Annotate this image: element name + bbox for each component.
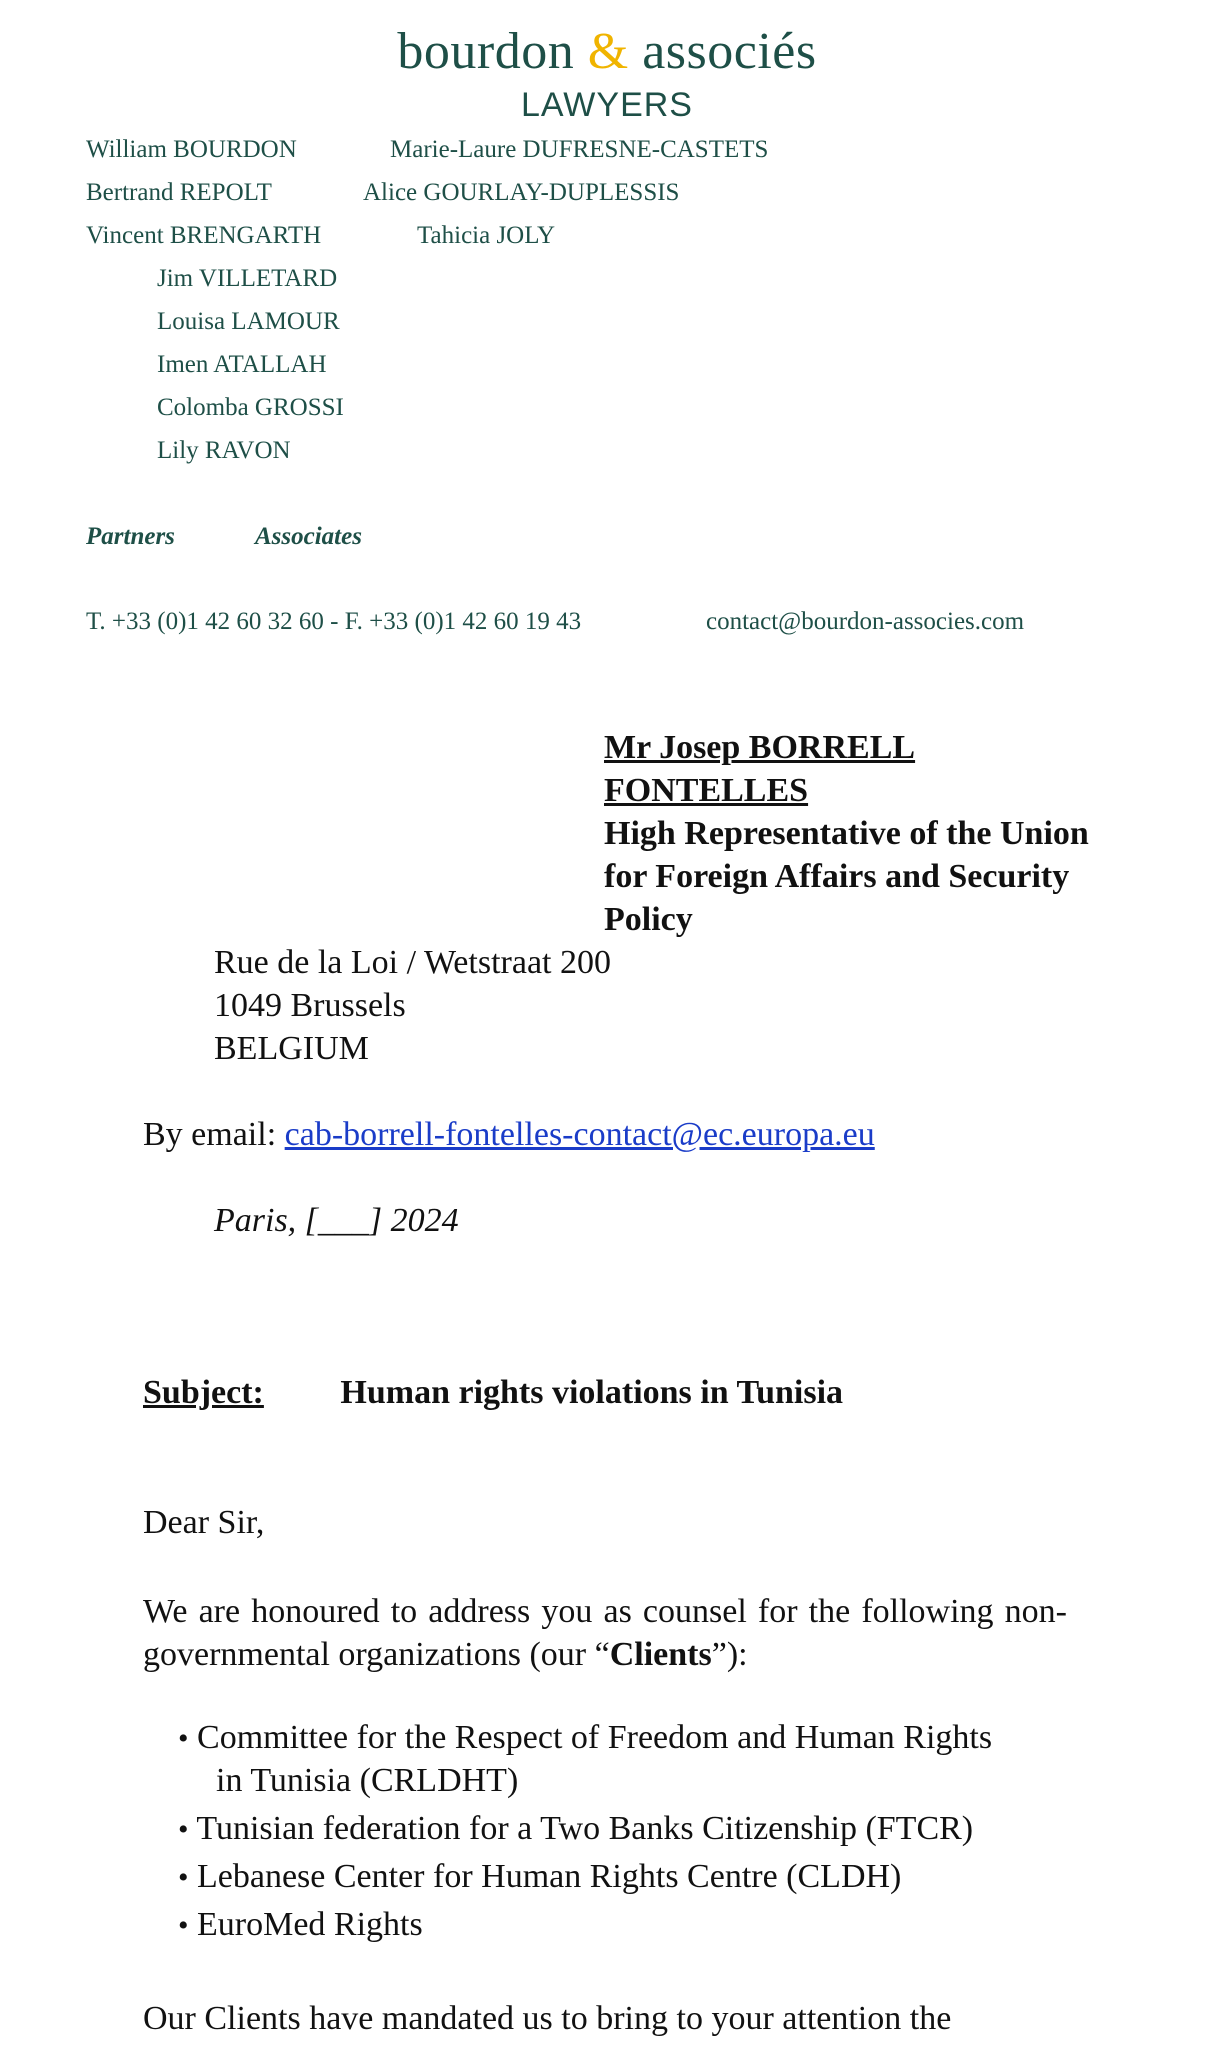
- recipient-title: High Representative of the Union: [604, 815, 1089, 852]
- list-item: [178, 1719, 992, 1757]
- bullet-icon: •: [178, 1722, 189, 1755]
- bullet-icon: •: [178, 1813, 189, 1846]
- recipient-title: for Foreign Affairs and Security: [604, 858, 1070, 895]
- firm-name-ampersand: &: [587, 23, 629, 80]
- phone-fax: T. +33 (0)1 42 60 32 60 - F. +33 (0)1 42 60 19 43: [86, 608, 582, 635]
- list-item-continuation: in Tunisia (CRLDHT): [216, 1762, 519, 1799]
- recipient-title: Policy: [604, 901, 693, 938]
- associate-name: Imen ATALLAH: [157, 351, 327, 378]
- intro-clients-term: Clients: [609, 1636, 712, 1673]
- date-line: Paris, [___] 2024: [214, 1202, 459, 1239]
- recipient-address: 1049 Brussels: [214, 987, 406, 1024]
- partner-name: Vincent BRENGARTH: [86, 222, 322, 249]
- list-item-text: Committee for the Respect of Freedom and Human Rights: [197, 1719, 993, 1756]
- firm-email[interactable]: contact@bourdon-associes.com: [706, 608, 1025, 635]
- recipient-name: Mr Josep BORRELL: [604, 729, 916, 766]
- list-item-text: Lebanese Center for Human Rights Centre (CLDH): [197, 1858, 902, 1895]
- associate-name: Alice GOURLAY-DUPLESSIS: [363, 179, 680, 206]
- bullet-icon: •: [178, 1861, 189, 1894]
- closing-paragraph: Our Clients have mandated us to bring to your attention the: [143, 2000, 952, 2037]
- firm-name-right: associés: [628, 23, 817, 80]
- partners-label: Partners: [86, 523, 175, 550]
- subject-label: Subject:: [143, 1374, 264, 1411]
- bullet-icon: •: [178, 1909, 189, 1942]
- firm-subtitle: LAWYERS: [520, 86, 693, 124]
- recipient-address: Rue de la Loi / Wetstraat 200: [214, 944, 611, 981]
- firm-logo: [0, 22, 1214, 81]
- intro-paragraph: [143, 1590, 1067, 1676]
- subject-line: [143, 1374, 843, 1412]
- associate-name: Lily RAVON: [157, 437, 291, 464]
- list-item: [178, 1858, 901, 1896]
- list-item-text: EuroMed Rights: [197, 1906, 423, 1943]
- recipient-address: BELGIUM: [214, 1030, 369, 1067]
- partner-name: William BOURDON: [86, 136, 297, 163]
- associate-name: Louisa LAMOUR: [157, 308, 340, 335]
- intro-text-end: ”):: [711, 1636, 748, 1673]
- by-email-label: By email:: [143, 1116, 285, 1153]
- associate-name: Jim VILLETARD: [157, 265, 338, 292]
- list-item-text: Tunisian federation for a Two Banks Citizenship (FTCR): [196, 1810, 974, 1847]
- by-email-line: [143, 1116, 875, 1154]
- associate-name: Tahicia JOLY: [417, 222, 556, 249]
- list-item: [178, 1906, 423, 1944]
- associate-name: Colomba GROSSI: [157, 394, 344, 421]
- partner-name: Bertrand REPOLT: [86, 179, 272, 206]
- intro-text: We are honoured to address you as counsel for the following non-governmental organizations (our “: [143, 1593, 1067, 1673]
- list-item: [178, 1810, 973, 1848]
- recipient-name: FONTELLES: [604, 772, 809, 809]
- associate-name: Marie-Laure DUFRESNE-CASTETS: [390, 136, 769, 163]
- subject-text: Human rights violations in Tunisia: [340, 1374, 844, 1411]
- firm-name-left: bourdon: [397, 23, 588, 80]
- salutation: Dear Sir,: [143, 1504, 265, 1541]
- associates-label: Associates: [255, 523, 362, 550]
- recipient-email-link[interactable]: cab-borrell-fontelles-contact@ec.europa.eu: [284, 1116, 875, 1153]
